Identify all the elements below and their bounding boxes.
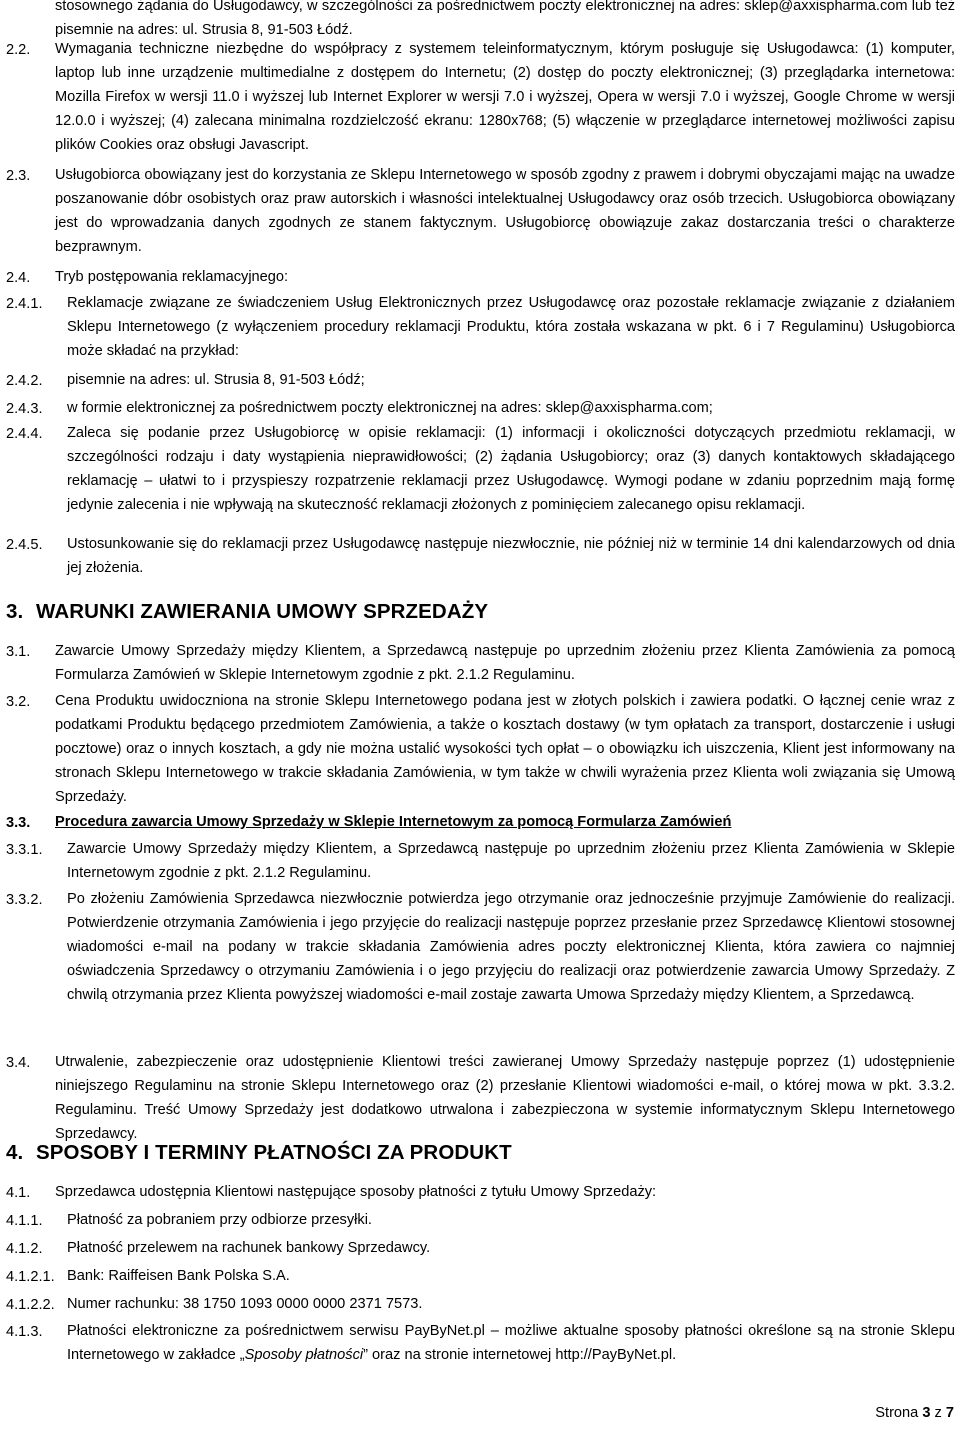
footer-page-number: 3	[922, 1405, 931, 1421]
section-number: 3.2.	[6, 694, 31, 710]
section-number: 3.3.1.	[6, 842, 43, 858]
section-3-1-text: Zawarcie Umowy Sprzedaży między Klientem, a Sprzedawcą następuje po uprzednim złożeniu przez Klienta Zamówienia za pomocą Formularza Zamówień w Sklepie Internetowym zgodnie z pkt. 2.1.2 Regulaminu.	[55, 643, 955, 683]
section-3-2-text: Cena Produktu uwidoczniona na stronie Sklepu Internetowego podana jest w złotych polskich i zawiera podatki. O łącznej cenie wraz z podatkami Produktu będącego przedmiotem Zamówienia, a także o kosztach dostawy (w tym opłatach za transport, dostarczenie i usługi pocztowe) oraz o innych kosztach, a gdy nie można ustalić wysokości tych opłat – o obowiązku ich uiszczenia, Klient jest informowany na stronach Sklepu Internetowego w trakcie składania Zamówienia, w tym także w chwili wyrażenia przez Klienta woli związania się Umową Sprzedaży.	[55, 693, 955, 805]
section-4-1-2-2-text: Numer rachunku: 38 1750 1093 0000 0000 2371 7573.	[67, 1296, 423, 1312]
section-4-1-text: Sprzedawca udostępnia Klientowi następujące sposoby płatności z tytułu Umowy Sprzedaży:	[55, 1184, 657, 1200]
section-number: 2.4.2.	[6, 373, 43, 389]
footer-mid: z	[930, 1405, 946, 1421]
heading-text: WARUNKI ZAWIERANIA UMOWY SPRZEDAŻY	[36, 600, 489, 623]
section-number: 2.4.4.	[6, 426, 43, 442]
heading-number: 3.	[6, 600, 24, 623]
text-part: Płatności elektroniczne za pośrednictwem serwisu PayByNet.pl – możliwe aktualne sposoby płatności określone są na stronie Sklepu Internetowego w zakładce „	[67, 1323, 955, 1363]
section-3-4-text: Utrwalenie, zabezpieczenie oraz udostępnienie Klientowi treści zawieranej Umowy Sprzedaży następuje poprzez (1) udostępnienie niniejszego Regulaminu na stronie Sklepu Internetowego oraz (2) przesłanie Klientowi wiadomości e-mail, o której mowa w pkt. 3.3.2. Regulaminu. Treść Umowy Sprzedaży jest dodatkowo utrwalona i zabezpieczona w systemie informatycznym Sklepu Internetowego Sprzedawcy.	[55, 1054, 955, 1142]
section-number: 4.1.3.	[6, 1324, 43, 1340]
section-number: 2.4.1.	[6, 296, 43, 312]
continuation-paragraph: stosownego żądania do Usługodawcy, w szczególności za pośrednictwem poczty elektronicznej na adres: sklep@axxispharma.com lub też pisemnie na adres: ul. Strusia 8, 91-503 Łódź.	[55, 0, 955, 38]
section-number: 4.1.1.	[6, 1213, 43, 1229]
section-number: 2.4.5.	[6, 537, 43, 553]
footer-total-pages: 7	[945, 1405, 954, 1421]
section-number: 3.3.	[6, 815, 31, 831]
page-footer	[875, 1405, 954, 1421]
section-number: 2.3.	[6, 168, 31, 184]
chapter-heading-4	[6, 1141, 512, 1165]
section-number: 4.1.	[6, 1185, 31, 1201]
section-2-4-3-text: w formie elektronicznej za pośrednictwem poczty elektronicznej na adres: sklep@axxispharma.com;	[67, 400, 713, 416]
heading-number: 4.	[6, 1141, 24, 1164]
section-2-4-text: Tryb postępowania reklamacyjnego:	[55, 269, 289, 285]
section-2-4-1-text: Reklamacje związane ze świadczeniem Usług Elektronicznych przez Usługodawcę oraz pozostałe reklamacje związanie z działaniem Sklepu Internetowego (z wyłączeniem procedury reklamacji Produktu, która została wskazana w pkt. 6 i 7 Regulaminu) Usługobiorca może składać na przykład:	[67, 295, 955, 359]
footer-prefix: Strona	[875, 1405, 923, 1421]
section-number: 2.4.	[6, 270, 31, 286]
section-number: 3.1.	[6, 644, 31, 660]
text-part-italic: Sposoby płatności	[244, 1347, 364, 1363]
section-number: 4.1.2.2.	[6, 1297, 55, 1313]
section-number: 2.4.3.	[6, 401, 43, 417]
section-number: 4.1.2.1.	[6, 1269, 55, 1285]
section-2-4-4-text: Zaleca się podanie przez Usługobiorcę w opisie reklamacji: (1) informacji i okoliczności dotyczących przedmiotu reklamacji, w szczególności rodzaju i daty wystąpienia nieprawidłowości; (2) żądania Usługobiorcy; oraz (3) danych kontaktowych składającego reklamację – ułatwi to i przyspieszy rozpatrzenie reklamacji przez Usługodawcę. Wymogi podane w zdaniu poprzednim mają formę jedynie zalecenia i nie wpływają na skuteczność reklamacji złożonych z pominięciem zalecanego opisu reklamacji.	[67, 425, 955, 513]
heading-text: SPOSOBY I TERMINY PŁATNOŚCI ZA PRODUKT	[36, 1141, 512, 1164]
section-2-4-5-text: Ustosunkowanie się do reklamacji przez Usługodawcę następuje niezwłocznie, nie później niż w terminie 14 dni kalendarzowych od dnia jej złożenia.	[67, 536, 955, 576]
section-number: 3.3.2.	[6, 892, 43, 908]
section-4-1-2-1-text: Bank: Raiffeisen Bank Polska S.A.	[67, 1268, 290, 1284]
section-4-1-2-text: Płatność przelewem na rachunek bankowy Sprzedawcy.	[67, 1240, 431, 1256]
section-number: 4.1.2.	[6, 1241, 43, 1257]
section-3-3-heading: Procedura zawarcia Umowy Sprzedaży w Sklepie Internetowym za pomocą Formularza Zamówień	[55, 814, 732, 830]
section-2-3-text: Usługobiorca obowiązany jest do korzystania ze Sklepu Internetowego w sposób zgodny z prawem i dobrymi obyczajami mając na uwadze poszanowanie dóbr osobistych oraz praw autorskich i własności intelektualnej Usługodawcy oraz osób trzecich. Usługobiorca obowiązany jest do wprowadzania danych zgodnych ze stanem faktycznym. Usługobiorcę obowiązuje zakaz dostarczania treści o charakterze bezprawnym.	[55, 167, 955, 255]
section-4-1-1-text: Płatność za pobraniem przy odbiorze przesyłki.	[67, 1212, 372, 1228]
section-2-4-2-text: pisemnie na adres: ul. Strusia 8, 91-503 Łódź;	[67, 372, 365, 388]
section-2-2-text: Wymagania techniczne niezbędne do współpracy z systemem teleinformatycznym, którym posługuje się Usługodawca: (1) komputer, laptop lub inne urządzenie multimedialne z dostępem do Internetu; (2) dostęp do poczty elektronicznej; (3) przeglądarka internetowa: Mozilla Firefox w wersji 11.0 i wyższej lub Internet Explorer w wersji 7.0 i wyższej, Opera w wersji 7.0 i wyższej, Google Chrome w wersji 12.0.0 i wyższej; (4) zalecana minimalna rozdzielczość ekranu: 1280x768; (5) włączenie w przeglądarce internetowej możliwości zapisu plików Cookies oraz obsługi Javascript.	[55, 41, 955, 153]
section-3-3-1-text: Zawarcie Umowy Sprzedaży między Klientem, a Sprzedawcą następuje po uprzednim złożeniu przez Klienta Zamówienia w Sklepie Internetowym zgodnie z pkt. 2.1.2 Regulaminu.	[67, 841, 955, 881]
section-4-1-3-text	[67, 1319, 955, 1367]
section-number: 2.2.	[6, 42, 31, 58]
section-number: 3.4.	[6, 1055, 31, 1071]
section-3-3-2-text: Po złożeniu Zamówienia Sprzedawca niezwłocznie potwierdza jego otrzymanie oraz jednocześnie przyjmuje Zamówienie do realizacji. Potwierdzenie otrzymania Zamówienia i jego przyjęcie do realizacji następuje poprzez przesłanie przez Sprzedawcę Klientowi stosownej wiadomości e-mail na podany w trakcie składania Zamówienia adres poczty elektronicznej Klienta, która zawiera co najmniej oświadczenia Sprzedawcy o otrzymaniu Zamówienia i o jego przyjęciu do realizacji oraz potwierdzenie zawarcia Umowy Sprzedaży. Z chwilą otrzymania przez Klienta powyższej wiadomości e-mail zostaje zawarta Umowa Sprzedaży między Klientem, a Sprzedawcą.	[67, 891, 955, 1003]
text-part: ” oraz na stronie internetowej http://PayByNet.pl.	[363, 1347, 677, 1363]
chapter-heading-3	[6, 600, 488, 624]
